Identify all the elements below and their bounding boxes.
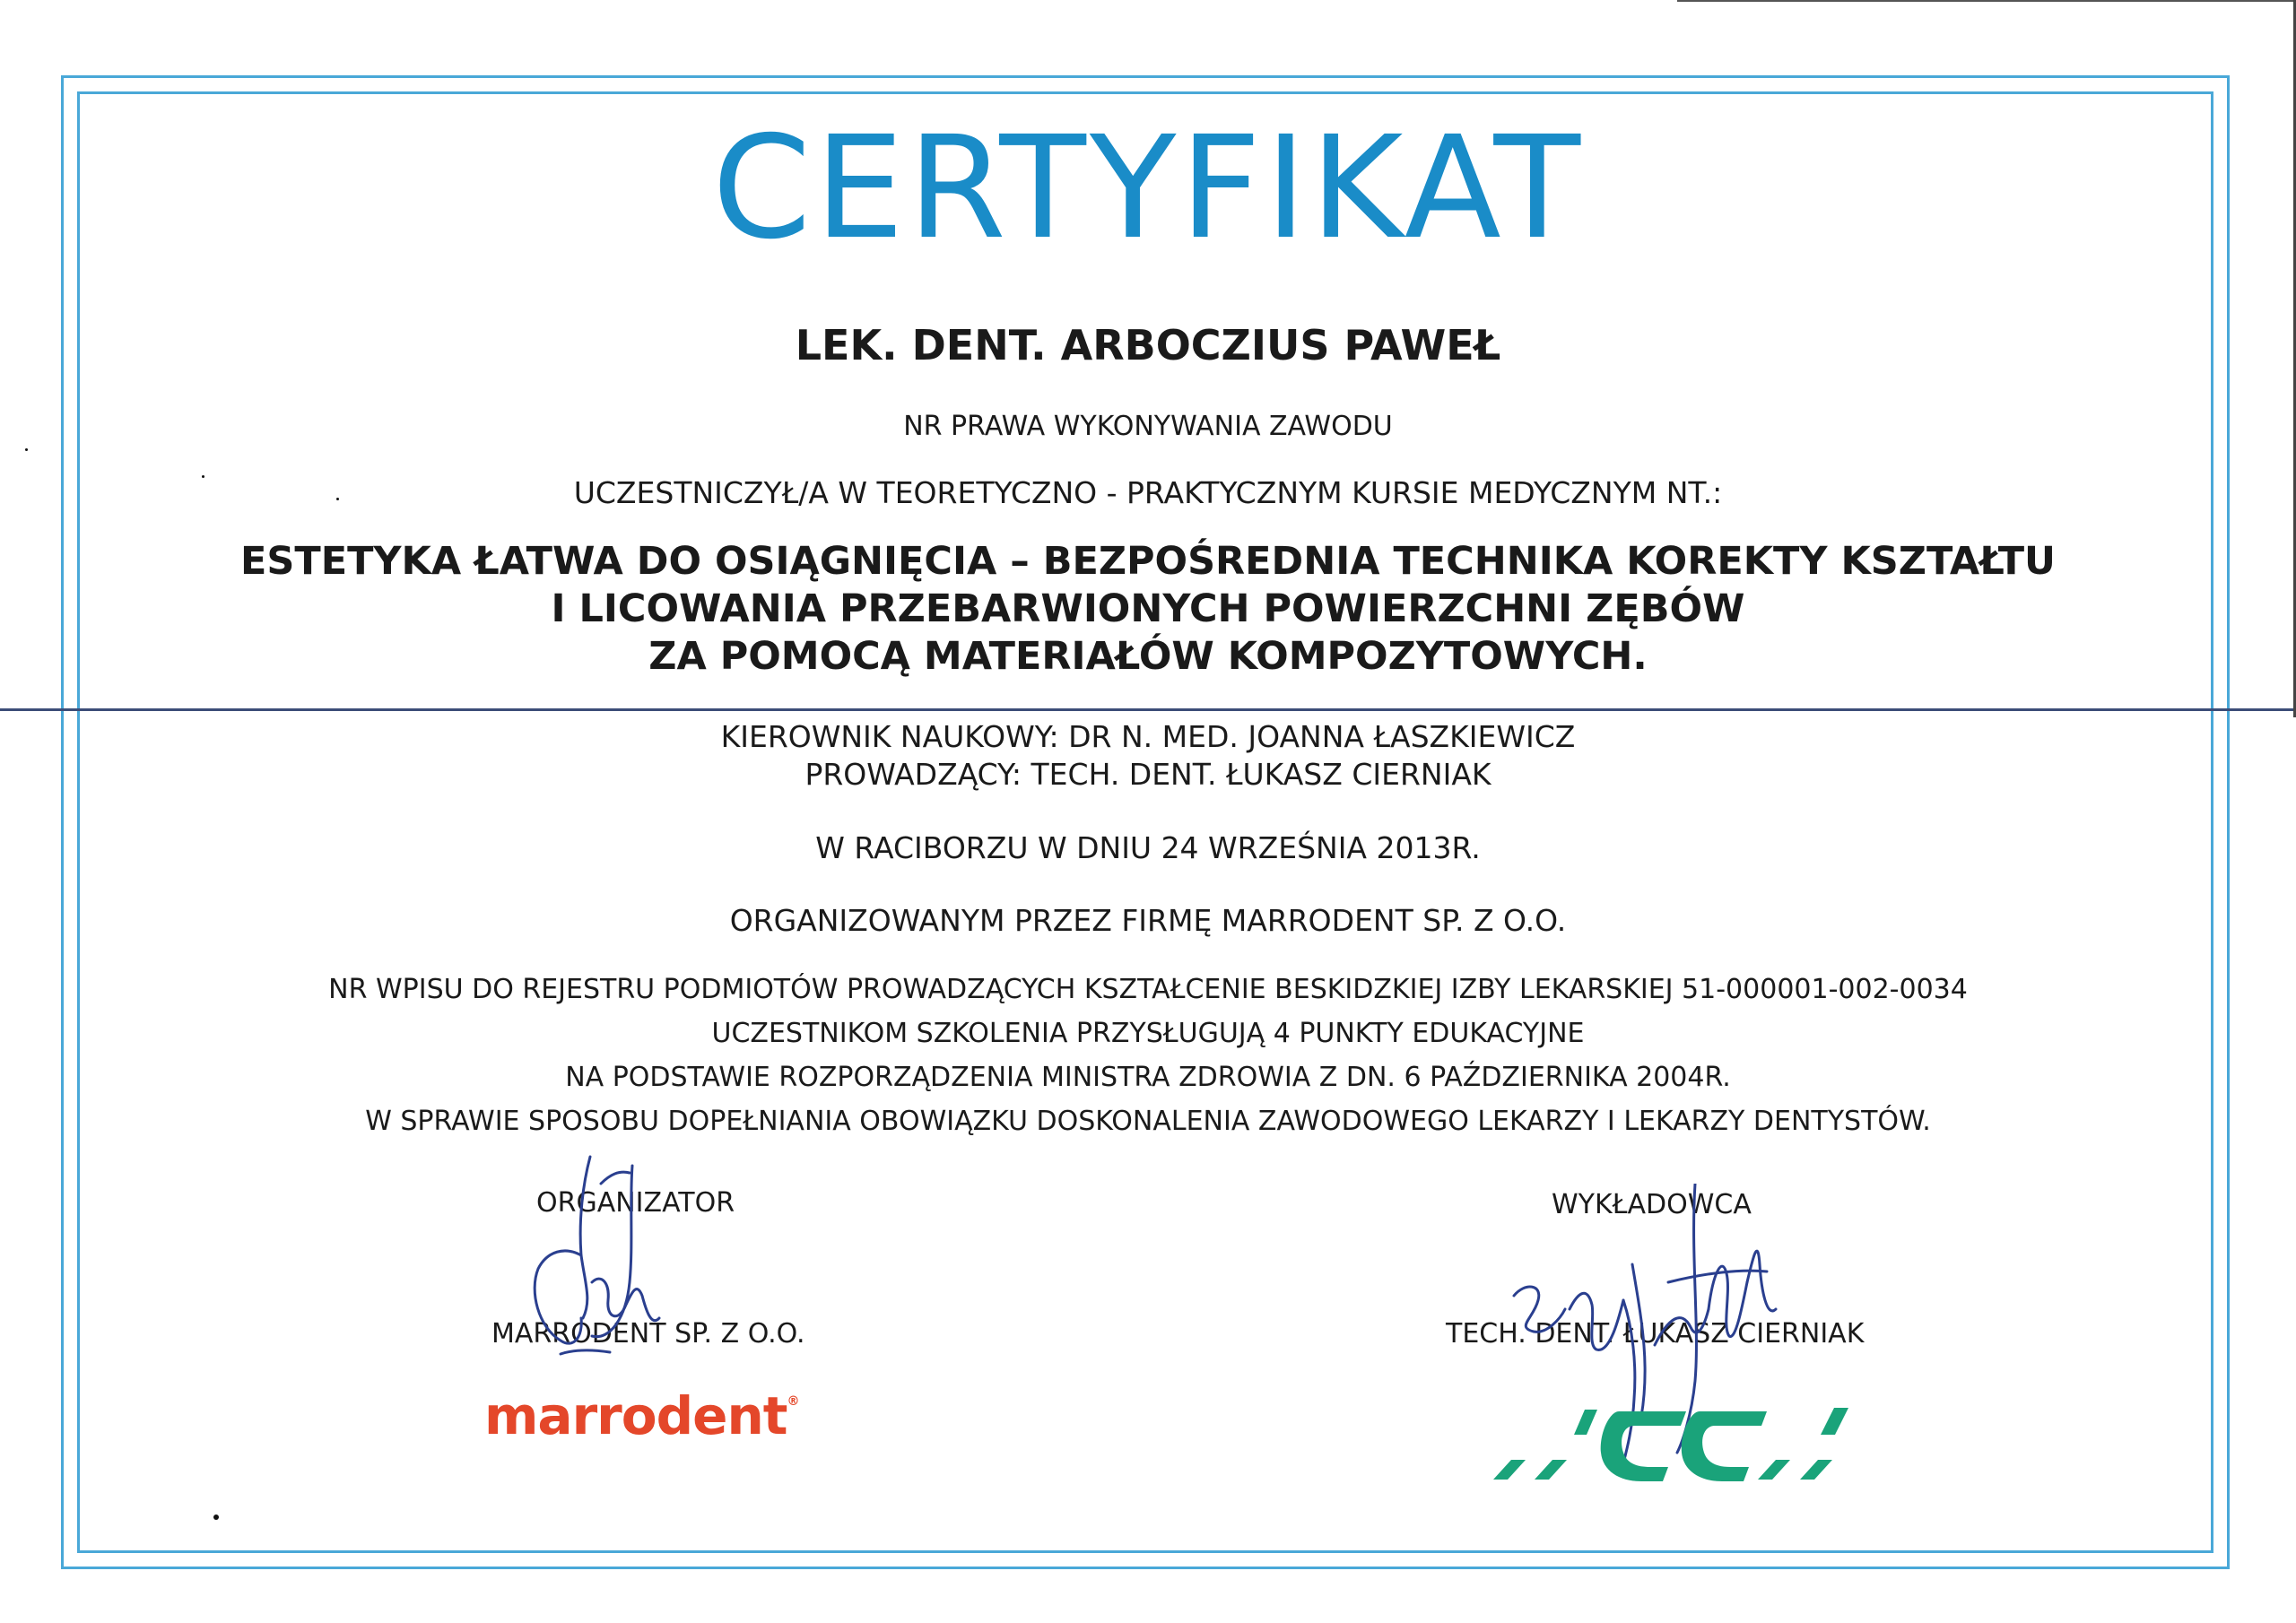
lecturer-name: TECH. DENT. ŁUKASZ CIERNIAK: [1446, 1318, 1865, 1350]
organized-by: ORGANIZOWANYM PRZEZ FIRMĘ MARRODENT SP. Z O.O.: [729, 903, 1567, 938]
scan-speck: [213, 1515, 219, 1520]
course-title-line: I LICOWANIA PRZEBARWIONYCH POWIERZCHNI ZĘBÓW: [551, 586, 1745, 631]
scan-speck: [25, 448, 28, 451]
place-date: W RACIBORZU W DNIU 24 WRZEŚNIA 2013R.: [815, 830, 1481, 865]
legal-line: NR WPISU DO REJESTRU PODMIOTÓW PROWADZĄCYCH KSZTAŁCENIE BESKIDZKIEJ IZBY LEKARSKIEJ 51-000001-002-0034: [328, 974, 1968, 1005]
inner-border: [77, 91, 2213, 1553]
organizer-signature: [475, 1148, 709, 1363]
recipient-name: LEK. DENT. ARBOCZIUS PAWEŁ: [795, 321, 1501, 369]
scan-artifact-top: [1677, 0, 2296, 2]
legal-line: UCZESTNIKOM SZKOLENIA PRZYSŁUGUJĄ 4 PUNKTY EDUKACYJNE: [711, 1018, 1585, 1049]
lecturer-label: WYKŁADOWCA: [1552, 1189, 1752, 1220]
scientific-director: KIEROWNIK NAUKOWY: DR N. MED. JOANNA ŁASZKIEWICZ: [720, 719, 1576, 754]
certificate-title: CERTYFIKAT: [711, 106, 1585, 271]
course-title-line: ZA POMOCĄ MATERIAŁÓW KOMPOZYTOWYCH.: [648, 634, 1648, 679]
marrodent-logo: marrodent®: [484, 1385, 799, 1446]
course-title: [0, 538, 2296, 681]
scan-speck: [336, 498, 339, 500]
gc-logo: [1484, 1399, 1861, 1488]
scan-speck: [202, 475, 204, 478]
organizer-name: MARRODENT SP. Z O.O.: [491, 1318, 805, 1350]
legal-line: W SPRAWIE SPOSOBU DOPEŁNIANIA OBOWIĄZKU DOSKONALENIA ZAWODOWEGO LEKARZY I LEKARZY DENTYSTÓW.: [365, 1106, 1931, 1137]
organizer-label: ORGANIZATOR: [536, 1187, 735, 1219]
participation-line: UCZESTNICZYŁ/A W TEORETYCZNO - PRAKTYCZNYM KURSIE MEDYCZNYM NT.:: [573, 475, 1723, 510]
course-title-line: ESTETYKA ŁATWA DO OSIĄGNIĘCIA – BEZPOŚREDNIA TECHNIKA KOREKTY KSZTAŁTU: [240, 539, 2056, 584]
scan-artifact-line: [0, 708, 2296, 711]
license-line: NR PRAWA WYKONYWANIA ZAWODU: [903, 411, 1393, 442]
instructor: PROWADZĄCY: TECH. DENT. ŁUKASZ CIERNIAK: [804, 757, 1492, 792]
legal-line: NA PODSTAWIE ROZPORZĄDZENIA MINISTRA ZDROWIA Z DN. 6 PAŹDZIERNIKA 2004R.: [565, 1062, 1731, 1093]
